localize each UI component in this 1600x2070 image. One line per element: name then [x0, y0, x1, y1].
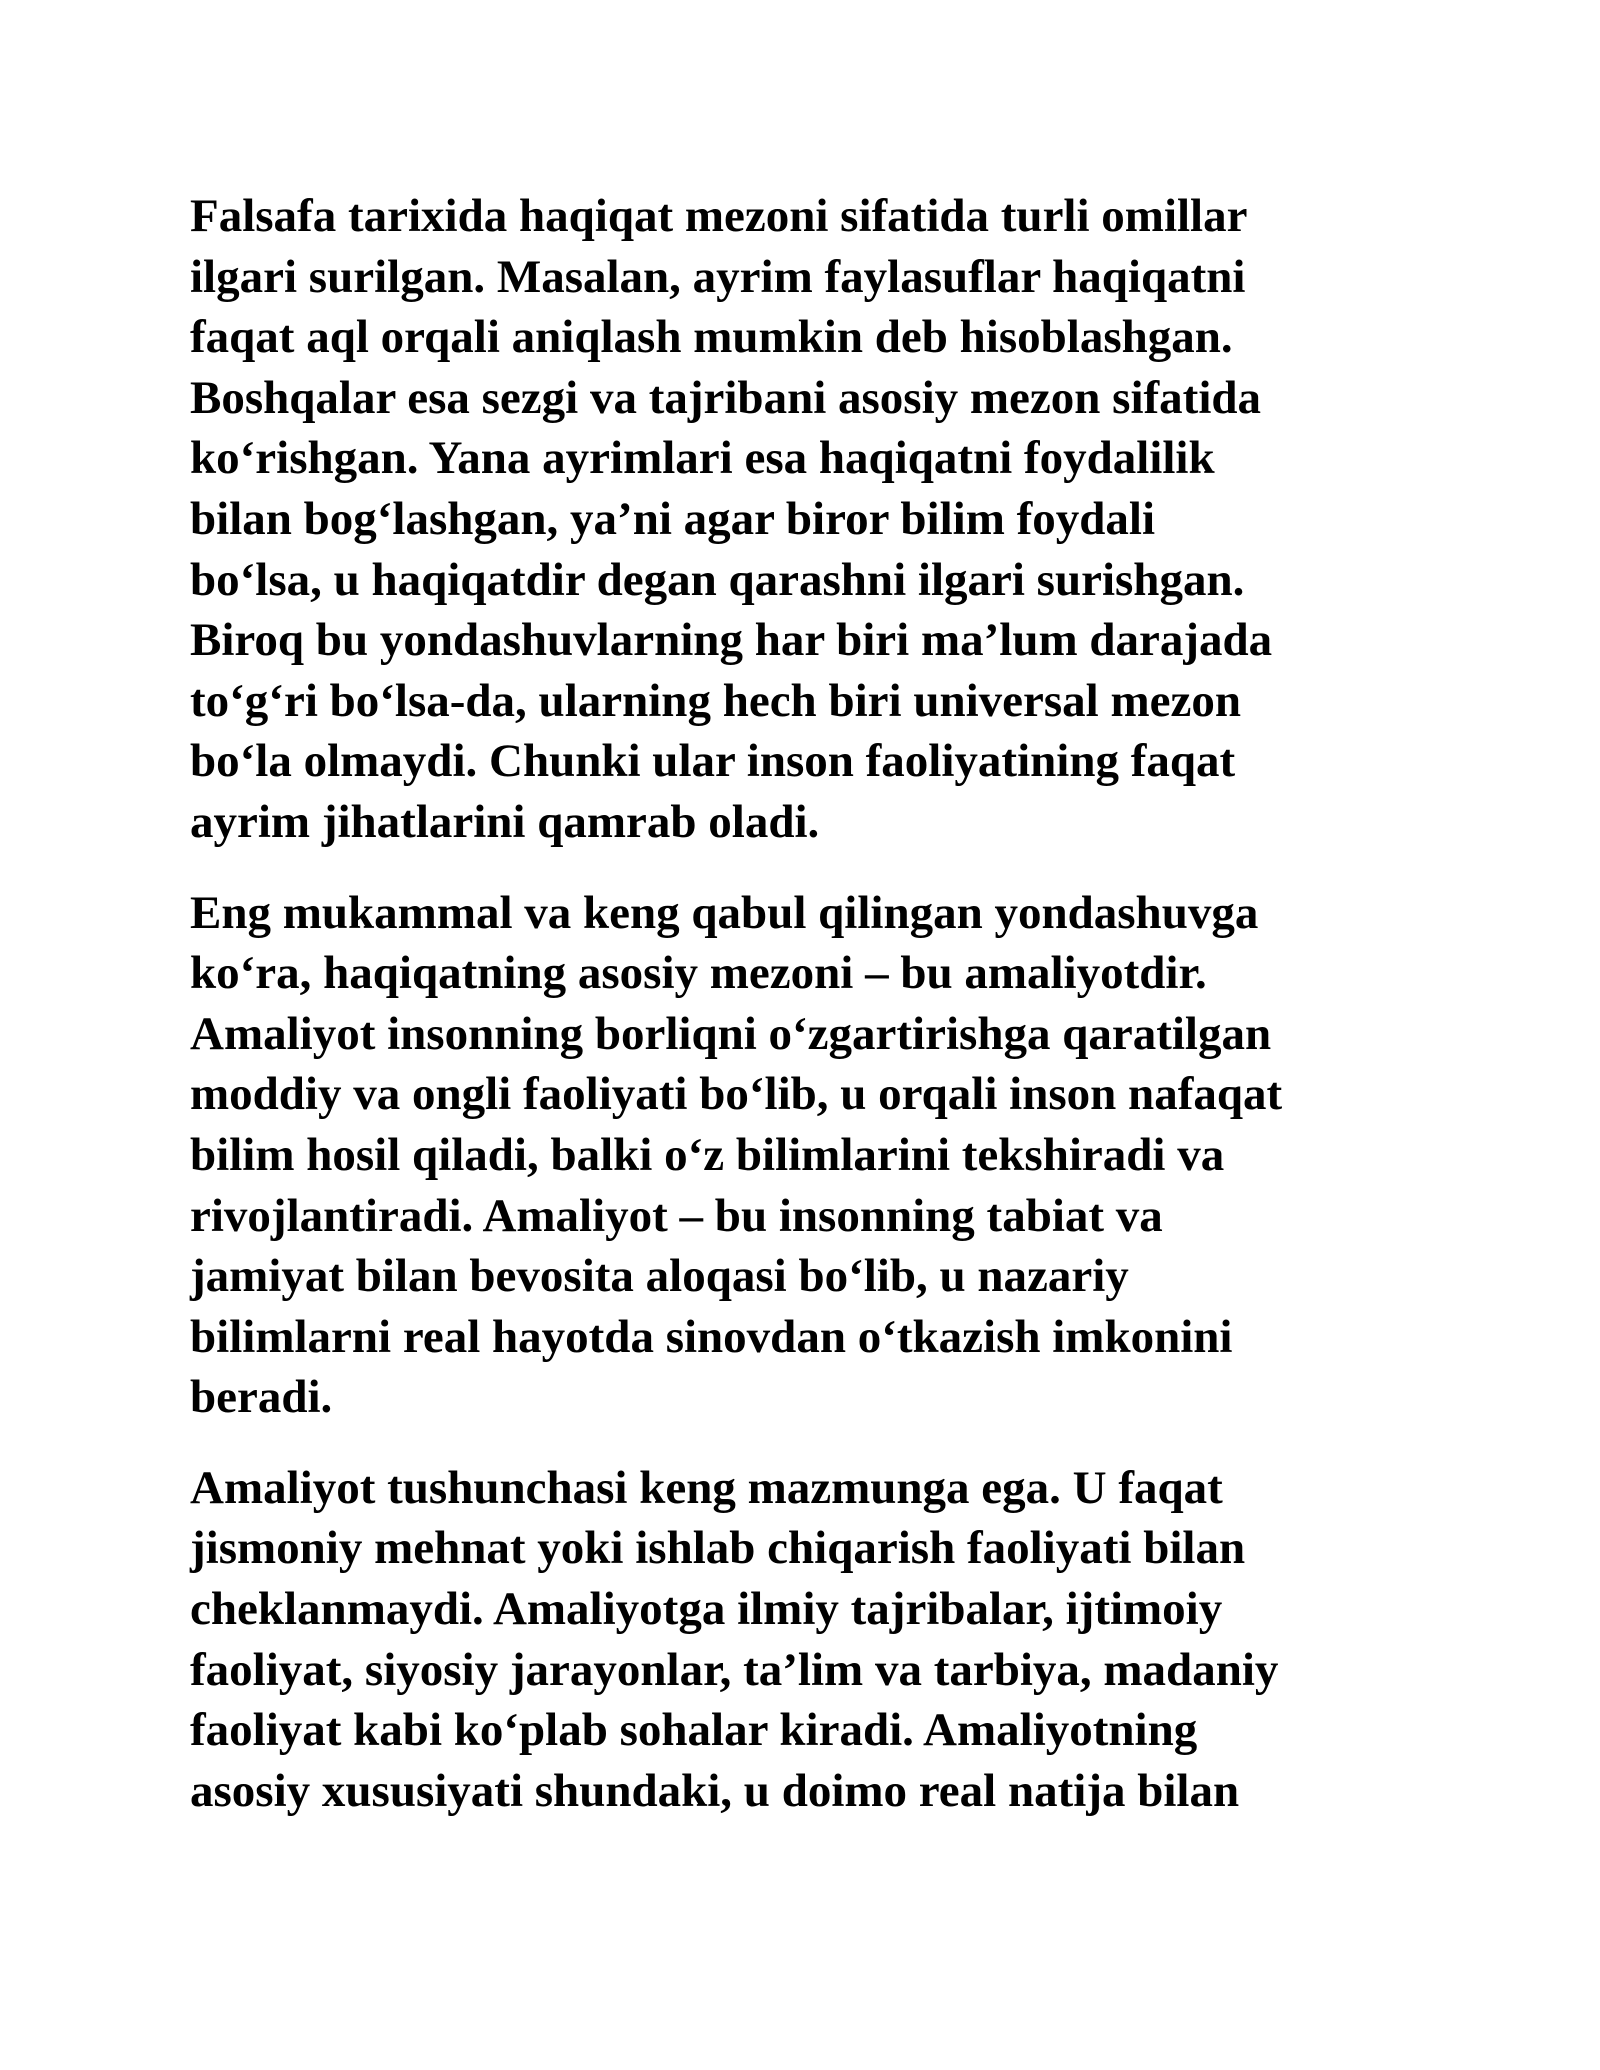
- text-line: jismoniy mehnat yoki ishlab chiqarish faoliyati bilan: [190, 1522, 1246, 1575]
- text-line: bilan bog‘lashgan, ya’ni agar biror bilim foydali: [190, 492, 1156, 545]
- text-line: beradi.: [190, 1371, 333, 1424]
- text-line: bo‘lsa, u haqiqatdir degan qarashni ilgari surishgan.: [190, 553, 1245, 606]
- text-line: ko‘rishgan. Yana ayrimlari esa haqiqatni foydalilik: [190, 432, 1215, 485]
- text-line: Amaliyot insonning borliqni o‘zgartirishga qaratilgan: [190, 1007, 1272, 1060]
- text-line: ilgari surilgan. Masalan, ayrim faylasuflar haqiqatni: [190, 250, 1246, 303]
- paragraph-1: [190, 186, 1440, 853]
- text-line: faoliyat kabi ko‘plab sohalar kiradi. Amaliyotning: [190, 1704, 1198, 1757]
- paragraph-2: [190, 883, 1440, 1428]
- text-line: Amaliyot tushunchasi keng mazmunga ega. U faqat: [190, 1461, 1223, 1514]
- text-line: rivojlantiradi. Amaliyot – bu insonning tabiat va: [190, 1189, 1163, 1242]
- text-line: faoliyat, siyosiy jarayonlar, ta’lim va tarbiya, madaniy: [190, 1643, 1279, 1696]
- text-line: cheklanmaydi. Amaliyotga ilmiy tajribalar, ijtimoiy: [190, 1583, 1223, 1636]
- text-line: bo‘la olmaydi. Chunki ular inson faoliyatining faqat: [190, 735, 1236, 788]
- text-line: faqat aql orqali aniqlash mumkin deb hisoblashgan.: [190, 311, 1233, 364]
- text-line: asosiy xususiyati shundaki, u doimo real natija bilan: [190, 1764, 1240, 1817]
- text-line: Boshqalar esa sezgi va tajribani asosiy mezon sifatida: [190, 371, 1262, 424]
- text-line: bilim hosil qiladi, balki o‘z bilimlarini tekshiradi va: [190, 1128, 1225, 1181]
- text-line: to‘g‘ri bo‘lsa-da, ularning hech biri universal mezon: [190, 674, 1241, 727]
- text-line: moddiy va ongli faoliyati bo‘lib, u orqali inson nafaqat: [190, 1068, 1283, 1121]
- text-line: ko‘ra, haqiqatning asosiy mezoni – bu amaliyotdir.: [190, 947, 1207, 1000]
- text-line: jamiyat bilan bevosita aloqasi bo‘lib, u nazariy: [190, 1250, 1129, 1303]
- text-line: Eng mukammal va keng qabul qilingan yondashuvga: [190, 886, 1259, 939]
- document-page: [190, 186, 1440, 1821]
- text-line: Biroq bu yondashuvlarning har biri ma’lum darajada: [190, 614, 1273, 667]
- text-line: Falsafa tarixida haqiqat mezoni sifatida turli omillar: [190, 190, 1248, 242]
- text-line: ayrim jihatlarini qamrab oladi.: [190, 795, 820, 848]
- text-line: bilimlarni real hayotda sinovdan o‘tkazish imkonini: [190, 1310, 1233, 1363]
- paragraph-3: [190, 1458, 1440, 1822]
